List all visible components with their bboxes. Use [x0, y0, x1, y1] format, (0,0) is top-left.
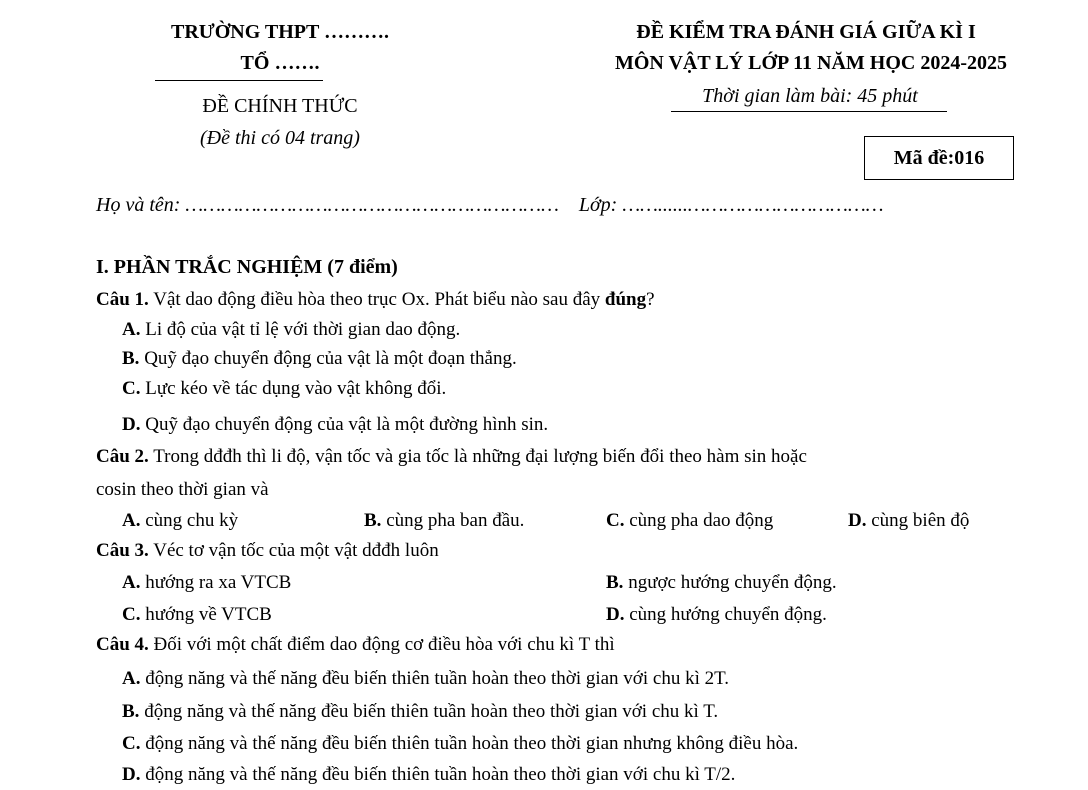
option-1d	[122, 413, 548, 436]
option-text: Quỹ đạo chuyển động của vật là một đoạn thẳng.	[144, 348, 517, 369]
option-1c	[122, 377, 446, 400]
official-label: ĐỀ CHÍNH THỨC	[202, 95, 358, 117]
option-2a	[122, 509, 238, 532]
name-label: Họ và tên:	[96, 194, 181, 216]
option-3b	[606, 571, 837, 594]
question-number: Câu 3.	[96, 540, 149, 561]
option-letter: D.	[122, 764, 141, 785]
option-text: hướng về VTCB	[145, 604, 272, 625]
option-2d	[848, 509, 969, 532]
class-label: Lớp:	[578, 194, 618, 216]
option-4c	[122, 732, 798, 755]
question-2-cont: cosin theo thời gian và	[96, 479, 269, 500]
question-4	[96, 633, 615, 656]
question-3	[96, 539, 439, 562]
question-number: Câu 2.	[96, 446, 149, 467]
question-text: Đối với một chất điểm dao động cơ điều hòa với chu kì T thì	[153, 634, 615, 655]
option-text: cùng pha ban đầu.	[386, 510, 525, 531]
question-2	[96, 445, 807, 468]
question-text: Vật dao động điều hòa theo trục Ox. Phát biểu nào sau đây	[153, 289, 601, 310]
option-3a	[122, 571, 291, 594]
option-text: ngược hướng chuyển động.	[628, 572, 837, 593]
option-letter: B.	[364, 510, 382, 531]
subject-title: MÔN VẬT LÝ LỚP 11 NĂM HỌC 2024-2025	[614, 52, 1008, 74]
option-4a	[122, 667, 729, 690]
option-2b	[364, 509, 524, 532]
option-1b	[122, 347, 517, 370]
option-text: cùng biên độ	[871, 510, 970, 531]
option-letter: C.	[606, 510, 625, 531]
question-punct: ?	[646, 289, 655, 310]
exam-code: Mã đề:016	[864, 136, 1014, 180]
group-name: TỔ …….	[240, 52, 320, 74]
time-limit: Thời gian làm bài: 45 phút	[702, 85, 918, 107]
option-letter: A.	[122, 319, 141, 340]
option-text: cùng hướng chuyển động.	[629, 604, 827, 625]
question-emphasis: đúng	[604, 289, 647, 310]
section-heading: I. PHẦN TRẮC NGHIỆM (7 điểm)	[96, 256, 398, 278]
option-text: động năng và thế năng đều biến thiên tuần hoàn theo thời gian với chu kì 2T.	[145, 668, 730, 689]
option-text: động năng và thế năng đều biến thiên tuần hoàn theo thời gian với chu kì T.	[144, 701, 719, 722]
option-text: hướng ra xa VTCB	[145, 572, 292, 593]
option-letter: B.	[122, 701, 140, 722]
option-text: Quỹ đạo chuyển động của vật là một đường hình sin.	[145, 414, 549, 435]
school-name: TRƯỜNG THPT ……….	[171, 21, 389, 43]
option-letter: D.	[122, 414, 141, 435]
question-number: Câu 4.	[96, 634, 149, 655]
option-letter: B.	[606, 572, 624, 593]
option-text: động năng và thế năng đều biến thiên tuần hoàn theo thời gian nhưng không điều hòa.	[145, 733, 799, 754]
option-letter: B.	[122, 348, 140, 369]
question-text: Véc tơ vận tốc của một vật dđđh luôn	[153, 540, 439, 561]
student-info	[96, 193, 884, 217]
class-dots: ……......……………………………	[622, 194, 884, 216]
option-letter: D.	[848, 510, 867, 531]
option-letter: C.	[122, 378, 141, 399]
question-number: Câu 1.	[96, 289, 149, 310]
option-4b	[122, 700, 718, 723]
option-3d	[606, 603, 827, 626]
option-text: Li độ của vật tỉ lệ với thời gian dao động.	[145, 319, 461, 340]
option-4d	[122, 763, 735, 786]
header-divider	[155, 80, 323, 81]
name-dots: ………………………………………………………	[185, 194, 559, 216]
option-2c	[606, 509, 773, 532]
option-letter: C.	[122, 733, 141, 754]
page-count: (Đề thi có 04 trang)	[200, 127, 360, 149]
option-text: Lực kéo về tác dụng vào vật không đổi.	[145, 378, 447, 399]
option-3c	[122, 603, 272, 626]
time-underline	[671, 111, 947, 112]
option-1a	[122, 318, 460, 341]
option-text: cùng pha dao động	[629, 510, 774, 531]
option-letter: A.	[122, 510, 141, 531]
option-letter: C.	[122, 604, 141, 625]
question-1	[96, 288, 655, 311]
exam-title: ĐỀ KIỂM TRA ĐÁNH GIÁ GIỮA KÌ I	[636, 21, 976, 43]
option-letter: A.	[122, 668, 141, 689]
option-letter: A.	[122, 572, 141, 593]
question-text: Trong dđđh thì li độ, vận tốc và gia tốc là những đại lượng biến đổi theo hàm sin hoặc	[153, 446, 807, 467]
option-text: cùng chu kỳ	[145, 510, 239, 531]
option-text: động năng và thế năng đều biến thiên tuần hoàn theo thời gian với chu kì T/2.	[145, 764, 736, 785]
option-letter: D.	[606, 604, 625, 625]
